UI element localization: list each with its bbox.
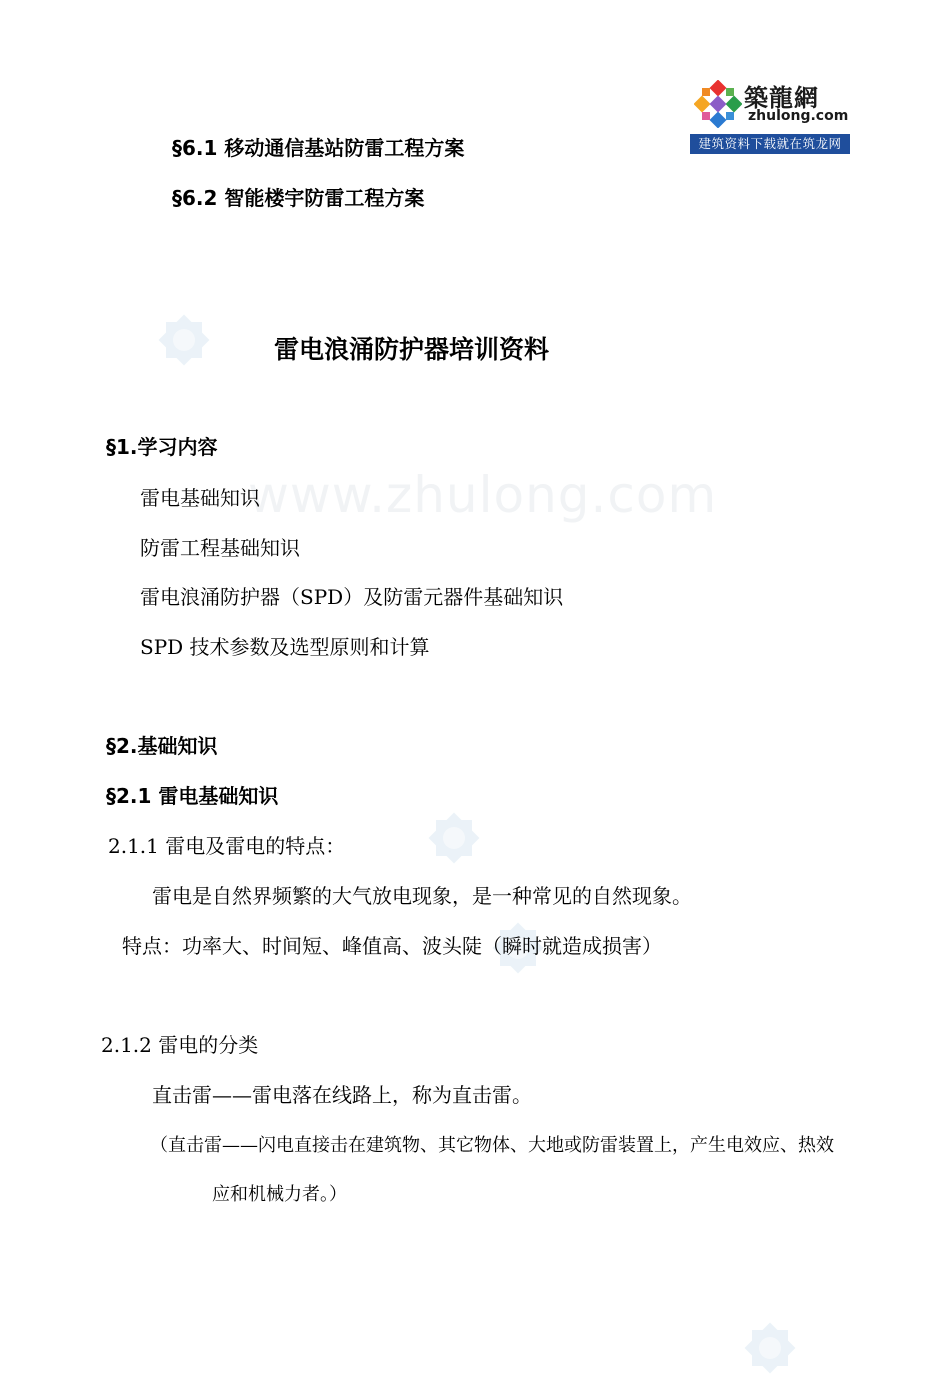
list-item: 防雷工程基础知识	[140, 536, 300, 560]
list-item: 雷电基础知识	[140, 486, 260, 510]
subsection-heading: §2.1 雷电基础知识	[106, 784, 279, 808]
list-item: SPD 技术参数及选型原则和计算	[140, 635, 430, 659]
watermark-flower-icon	[416, 800, 492, 876]
section-heading: §1.学习内容	[106, 435, 218, 459]
paragraph-label: 2.1.2 雷电的分类	[101, 1033, 259, 1057]
paragraph: 直击雷——雷电落在线路上，称为直击雷。	[152, 1083, 532, 1107]
paragraph-label: 2.1.1 雷电及雷电的特点：	[108, 834, 346, 858]
logo-domain: zhulong.com	[748, 108, 849, 124]
logo-mosaic-icon	[694, 80, 742, 128]
logo-tagline: 建筑资料下载就在筑龙网	[690, 134, 850, 154]
toc-item: §6.2 智能楼宇防雷工程方案	[172, 186, 425, 210]
toc-item: §6.1 移动通信基站防雷工程方案	[172, 136, 465, 160]
watermark-flower-icon	[146, 302, 222, 378]
zhulong-logo	[690, 76, 850, 154]
document-title: 雷电浪涌防护器培训资料	[274, 335, 550, 364]
watermark-flower-icon	[732, 1310, 808, 1386]
note: （直击雷——闪电直接击在建筑物、其它物体、大地或防雷装置上，产生电效应、热效	[150, 1135, 834, 1156]
watermark-text: www.zhulong.com	[248, 466, 718, 524]
section-heading: §2.基础知识	[106, 734, 218, 758]
paragraph: 雷电是自然界频繁的大气放电现象，是一种常见的自然现象。	[152, 884, 692, 908]
paragraph: 特点：功率大、时间短、峰值高、波头陡（瞬时就造成损害）	[122, 934, 662, 958]
note: 应和机械力者。）	[212, 1184, 347, 1205]
logo-brand: 築龍網	[744, 83, 819, 112]
list-item: 雷电浪涌防护器（SPD）及防雷元器件基础知识	[140, 585, 564, 609]
